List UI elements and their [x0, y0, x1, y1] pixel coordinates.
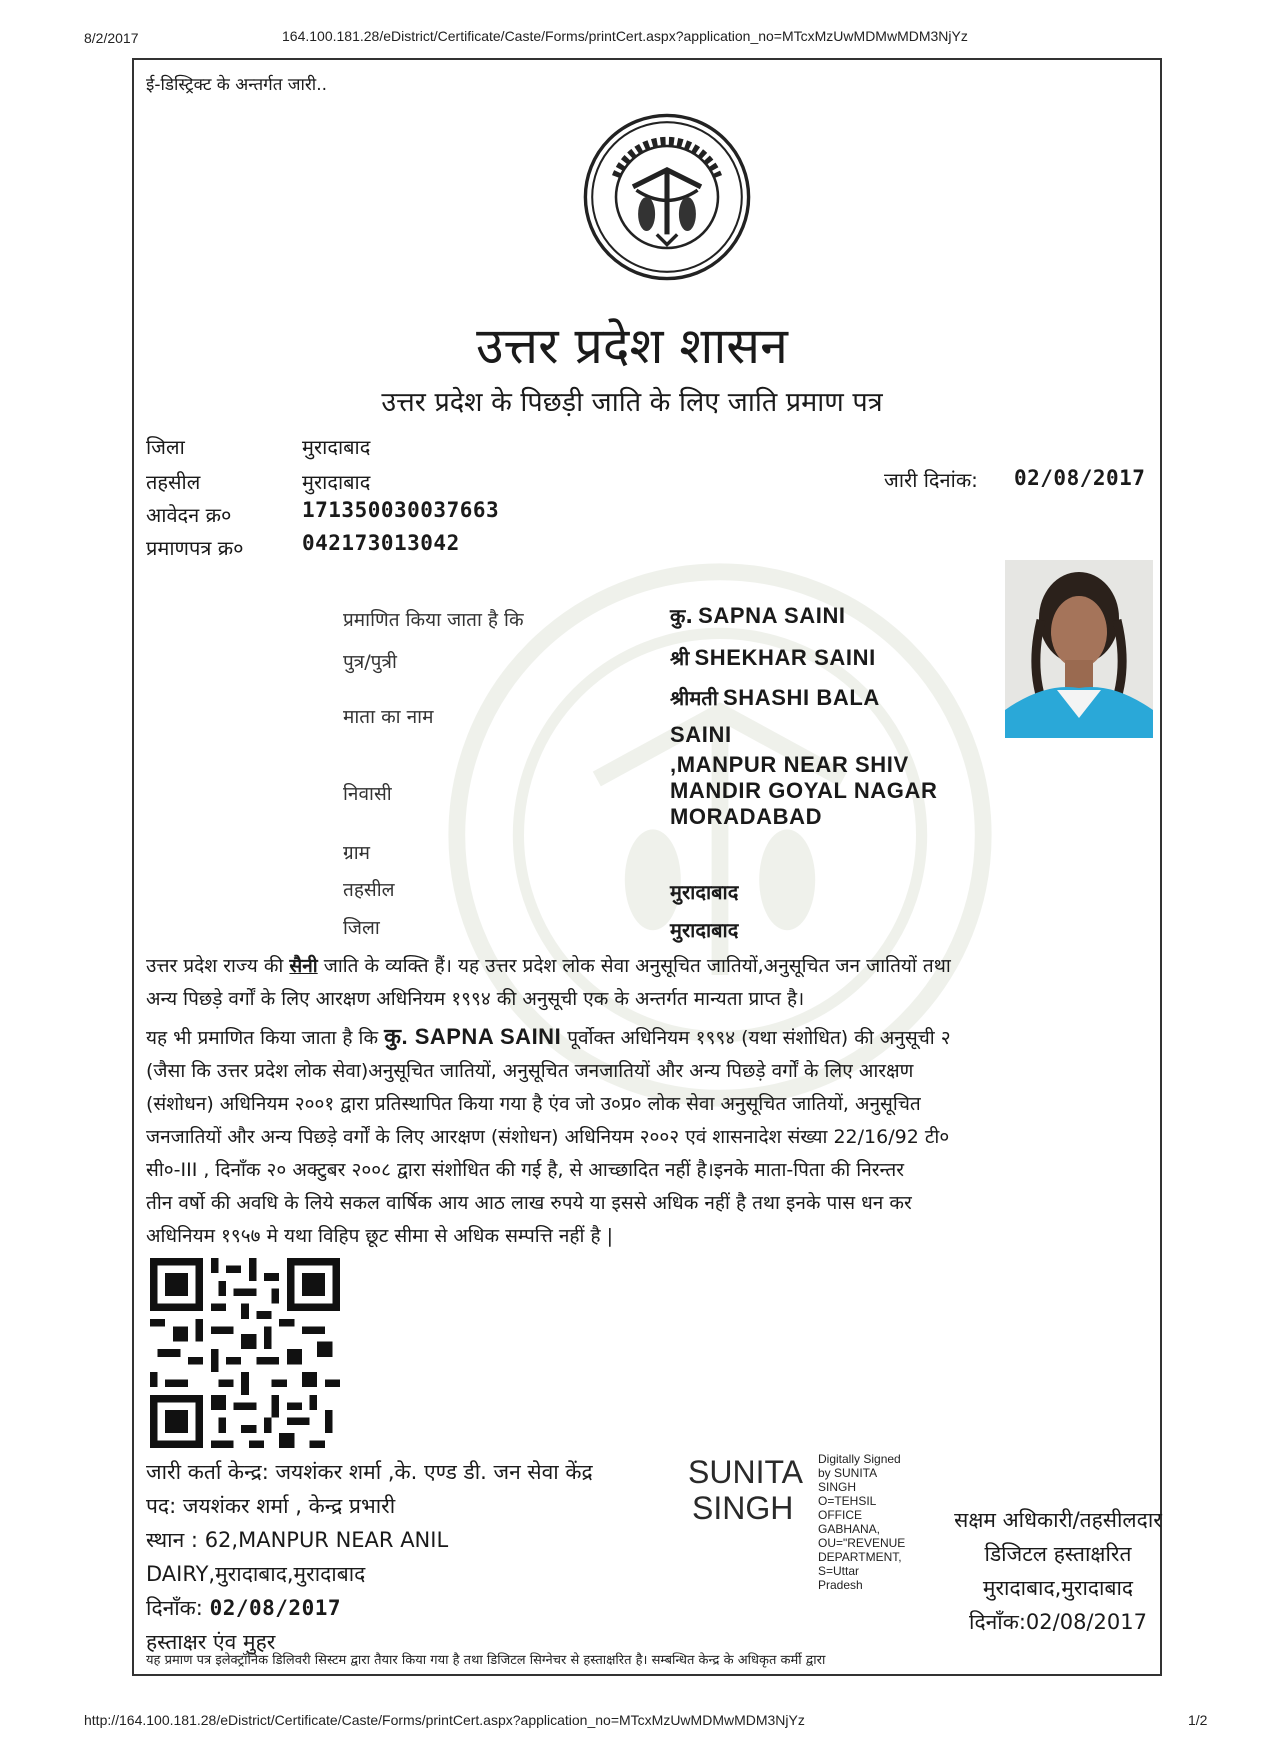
- parent-value: SHEKHAR SAINI: [694, 645, 876, 670]
- digital-signature-details: [818, 1452, 905, 1592]
- detail-tehsil-value: मुरादाबाद: [670, 880, 739, 904]
- meta-tehsil-value: मुरादाबाद: [302, 470, 371, 494]
- parent-name: [670, 644, 876, 671]
- print-url-header: 164.100.181.28/eDistrict/Certificate/Caste/Forms/printCert.aspx?application_no=MTcxMzUwMDMwMDM3NjYz: [282, 28, 968, 44]
- issuer-date-value: 02/08/2017: [209, 1596, 342, 1620]
- certified-label: प्रमाणित किया जाता है कि: [343, 609, 524, 631]
- resident-value-line2: MANDIR GOYAL NAGAR: [670, 778, 938, 803]
- meta-certificate-label: प्रमाणपत्र क्र०: [146, 536, 244, 560]
- digital-signature-name: [688, 1454, 803, 1526]
- creamy-name: कु. SAPNA SAINI: [384, 1024, 562, 1049]
- village-label: ग्राम: [343, 842, 370, 864]
- print-page-number: 1/2: [1188, 1712, 1208, 1728]
- authority-place: मुरादाबाद,मुरादाबाद: [982, 1576, 1134, 1600]
- parent-label: पुत्र/पुत्री: [343, 651, 397, 673]
- sig-detail-7: OU="REVENUE: [818, 1536, 906, 1550]
- creamy-layer-line3: (संशोधन) अधिनियम २००१ द्वारा प्रतिस्थापित किया गया है एंव जो उ०प्र० लोक सेवा अनुसूचित जातियों, अनुसूचित: [146, 1093, 921, 1115]
- creamy-layer-paragraph: [146, 1020, 1176, 1253]
- caste-paragraph: [146, 950, 1176, 1016]
- sig-detail-10: Pradesh: [818, 1578, 863, 1592]
- issuer-date: [146, 1594, 341, 1622]
- certified-value: SAPNA SAINI: [698, 603, 846, 628]
- issuer-centre: जारी कर्ता केन्द्र: जयशंकर शर्मा ,के. एण्ड डी. जन सेवा केंद्र: [146, 1460, 593, 1484]
- issuer-post: पद: जयशंकर शर्मा , केन्द्र प्रभारी: [146, 1494, 396, 1518]
- meta-district-value: मुरादाबाद: [302, 435, 371, 459]
- creamy-layer-line5: सी०-III , दिनाँक २० अक्टुबर २००८ द्वारा संशोधित की गई है, से आच्छादित नहीं है।इनके माता-पिता की निरन्तर: [146, 1159, 904, 1181]
- caste-name: सैनी: [289, 955, 318, 977]
- issuer-place-line2: DAIRY,मुरादाबाद,मुरादाबाद: [146, 1562, 366, 1586]
- certified-prefix: कु.: [670, 604, 693, 628]
- meta-application-label: आवेदन क्र०: [146, 503, 232, 527]
- mother-name: [670, 684, 880, 711]
- print-url-footer: http://164.100.181.28/eDistrict/Certificate/Caste/Forms/printCert.aspx?application_no=MTcxMzUwMDMwMDM3NjYz: [84, 1712, 805, 1728]
- sig-detail-5: OFFICE: [818, 1508, 862, 1522]
- sig-detail-9: S=Uttar: [818, 1564, 860, 1578]
- issue-date-value: 02/08/2017: [1014, 466, 1146, 490]
- caste-paragraph-line1: [146, 950, 1176, 983]
- detail-tehsil-label: तहसील: [343, 879, 395, 901]
- authority-title: सक्षम अधिकारी/तहसीलदार: [954, 1508, 1162, 1532]
- detail-district-label: जिला: [343, 917, 380, 939]
- sig-detail-8: DEPARTMENT,: [818, 1550, 902, 1564]
- certified-name: [670, 602, 846, 629]
- meta-district-label: जिला: [146, 435, 185, 459]
- mother-label: माता का नाम: [343, 706, 434, 728]
- sig-detail-3: SINGH: [818, 1480, 857, 1494]
- qr-code: [150, 1258, 340, 1448]
- up-government-seal: [582, 112, 752, 282]
- meta-tehsil-label: तहसील: [146, 470, 201, 494]
- mother-value-line1: SHASHI BALA: [722, 685, 880, 710]
- resident-value-line3: MORADABAD: [670, 804, 823, 829]
- creamy-layer-line7: अधिनियम १९५७ मे यथा विहिप छूट सीमा से अधिक सम्पत्ति नहीं है |: [146, 1225, 613, 1247]
- issuer-sign-label: हस्ताक्षर एंव मुहर: [146, 1630, 276, 1654]
- sig-detail-4: O=TEHSIL: [818, 1494, 877, 1508]
- electronic-delivery-note: यह प्रमाण पत्र इलेक्ट्रॉनिक डिलिवरी सिस्टम द्वारा तैयार किया गया है तथा डिजिटल सिग्नेचर से हस्ताक्षरित है। सम्बन्धित केन्द्र के अधिकृत कर्मी द्वारा: [146, 1653, 826, 1668]
- creamy-layer-line2: (जैसा कि उत्तर प्रदेश लोक सेवा)अनुसूचित जातियों, अनुसूचित जनजातियों और अन्य पिछड़े वर्गों के लिए आरक्षण: [146, 1060, 914, 1082]
- creamy-layer-line1: [146, 1020, 1176, 1055]
- meta-certificate-value: 042173013042: [302, 531, 460, 555]
- creamy-layer-line6: तीन वर्षो की अवधि के लिये सकल वार्षिक आय आठ लाख रुपये या इससे अधिक नहीं है तथा इनके पास धन कर: [146, 1192, 912, 1214]
- parent-prefix: श्री: [670, 646, 690, 670]
- sig-detail-6: GABHANA,: [818, 1522, 881, 1536]
- creamy-layer-line4: जनजातियों और अन्य पिछड़े वर्गों के लिए आरक्षण (संशोधन) अधिनियम २००२ एवं शासनादेश संख्या 22/16/92 टी०: [146, 1126, 950, 1148]
- resident-label: निवासी: [343, 783, 392, 805]
- creamy-text-a: यह भी प्रमाणित किया जाता है कि: [146, 1027, 385, 1049]
- issuer-date-label: दिनाँक:: [146, 1596, 203, 1620]
- caste-paragraph-line2: अन्य पिछड़े वर्गों के लिए आरक्षण अधिनियम १९९४ की अनुसूची एक के अन्तर्गत मान्यता प्राप्त है।: [146, 988, 805, 1010]
- applicant-photo: [1005, 560, 1153, 738]
- signature-name-line2: SINGH: [692, 1490, 794, 1526]
- print-date: 8/2/2017: [84, 30, 139, 46]
- mother-prefix: श्रीमती: [670, 686, 718, 710]
- issue-date-label: जारी दिनांक:: [884, 468, 978, 492]
- sig-detail-1: Digitally Signed: [818, 1452, 901, 1466]
- signature-name-line1: SUNITA: [688, 1454, 803, 1490]
- meta-application-value: 171350030037663: [302, 498, 500, 522]
- issued-under-text: ई-डिस्ट्रिक्ट के अन्तर्गत जारी..: [146, 75, 328, 95]
- issuer-place-line1: स्थान : 62,MANPUR NEAR ANIL: [146, 1528, 449, 1552]
- certificate-subtitle: उत्तर प्रदेश के पिछड़ी जाति के लिए जाति प्रमाण पत्र: [381, 387, 883, 418]
- sig-detail-2: by SUNITA: [818, 1466, 878, 1480]
- authority-date: दिनाँक:02/08/2017: [969, 1610, 1147, 1634]
- certificate-title: उत्तर प्रदेश शासन: [476, 317, 788, 375]
- mother-value-line2: SAINI: [670, 722, 732, 747]
- caste-text-b: जाति के व्यक्ति हैं। यह उत्तर प्रदेश लोक सेवा अनुसूचित जातियों,अनुसूचित जन जातियों तथा: [317, 955, 951, 977]
- detail-district-value: मुरादाबाद: [670, 918, 739, 942]
- resident-value-line1: ,MANPUR NEAR SHIV: [670, 752, 909, 777]
- caste-text-a: उत्तर प्रदेश राज्य की: [146, 955, 290, 977]
- authority-signed: डिजिटल हस्ताक्षरित: [984, 1542, 1132, 1566]
- creamy-text-b: पूर्वोक्त अधिनियम १९९४ (यथा संशोधित) की अनुसूची २: [561, 1027, 951, 1049]
